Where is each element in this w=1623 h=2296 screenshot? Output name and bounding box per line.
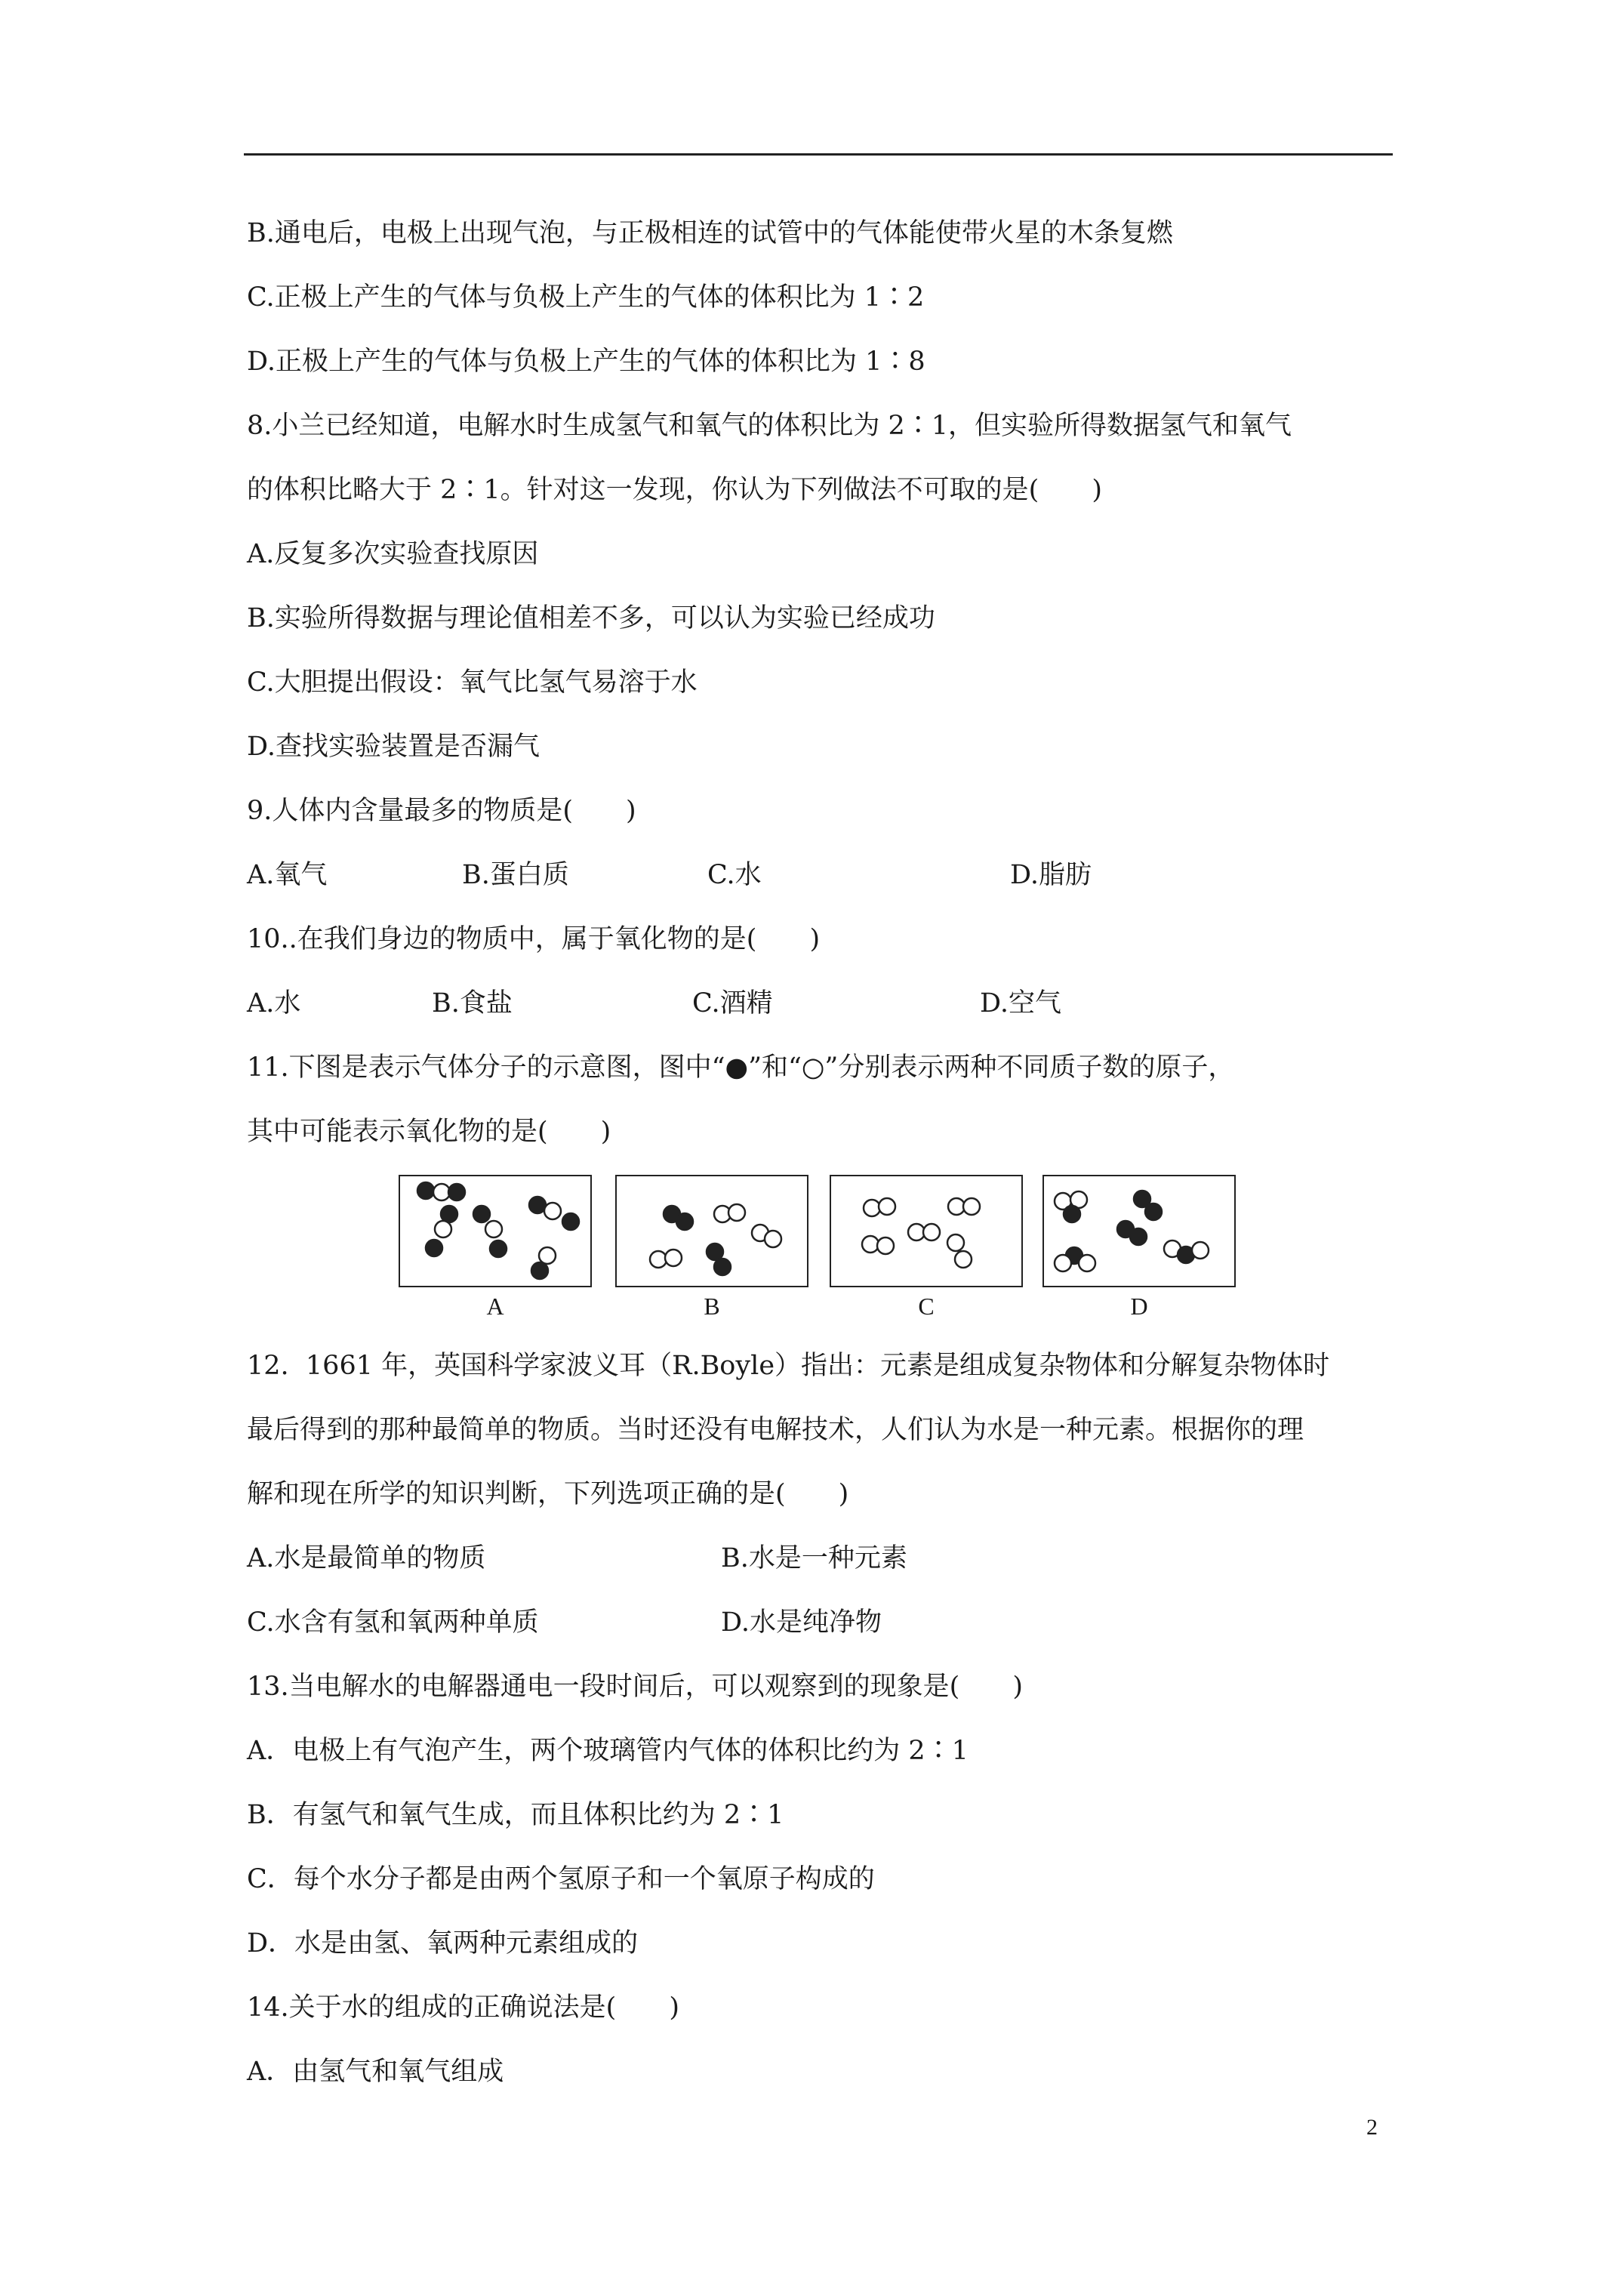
question-14-option-a: A．由氢气和氧气组成 (247, 2057, 504, 2087)
question-12-stem-line1: 12. 1661 年，英国科学家波义耳（R.Boyle）指出：元素是组成复杂物体和分解复杂物体时 (247, 1351, 1330, 1381)
question-9-option-b: B.蛋白质 (462, 860, 569, 890)
question-9-option-c: C.水 (707, 860, 762, 890)
question-8-stem-line2: 的体积比略大于 2∶1。针对这一发现，你认为下列做法不可取的是( ) (247, 475, 1102, 505)
panel-label-b: B (704, 1293, 720, 1320)
question-12-option-c: C.水含有氢和氧两种单质 (247, 1607, 539, 1638)
question-9-option-a: A.氧气 (247, 860, 328, 890)
question-13-option-d: D．水是由氢、氧两种元素组成的 (247, 1928, 639, 1959)
molecule-panel-a (399, 1175, 592, 1287)
question-11-stem-line2: 其中可能表示氧化物的是( ) (247, 1117, 611, 1147)
question-13-option-a: A．电极上有气泡产生，两个玻璃管内气体的体积比约为 2∶1 (247, 1736, 969, 1766)
panel-label-a: A (486, 1293, 504, 1320)
question-8-option-c: C.大胆提出假设：氧气比氢气易溶于水 (247, 667, 698, 698)
question-7-option-c: C.正极上产生的气体与负极上产生的气体的体积比为 1∶2 (247, 282, 925, 313)
question-9-stem: 9.人体内含量最多的物质是( ) (247, 796, 636, 826)
question-13-option-b: B．有氢气和氧气生成，而且体积比约为 2∶1 (247, 1800, 784, 1830)
question-8-option-a: A.反复多次实验查找原因 (247, 539, 539, 569)
question-7-option-b: B.通电后，电极上出现气泡，与正极相连的试管中的气体能使带火星的木条复燃 (247, 218, 1173, 248)
question-8-option-b: B.实验所得数据与理论值相差不多，可以认为实验已经成功 (247, 603, 935, 633)
molecule-panel-c (830, 1175, 1023, 1287)
question-10-stem: 10..在我们身边的物质中，属于氧化物的是( ) (247, 924, 821, 954)
question-10-option-d: D.空气 (980, 988, 1061, 1019)
page-number: 2 (1366, 2115, 1378, 2140)
question-9-option-d: D.脂肪 (1010, 860, 1092, 890)
panel-label-d: D (1130, 1293, 1148, 1320)
question-13-stem: 13.当电解水的电解器通电一段时间后，可以观察到的现象是( ) (247, 1672, 1023, 1702)
question-7-option-d: D.正极上产生的气体与负极上产生的气体的体积比为 1∶8 (247, 347, 925, 377)
question-10-option-a: A.水 (247, 988, 301, 1019)
question-8-stem-line1: 8.小兰已经知道，电解水时生成氢气和氧气的体积比为 2∶1，但实验所得数据氢气和氧气 (247, 411, 1292, 441)
header-rule (244, 153, 1393, 156)
molecule-diagram (399, 1175, 1241, 1326)
question-8-option-d: D.查找实验装置是否漏气 (247, 732, 540, 762)
question-10-option-b: B.食盐 (432, 988, 513, 1019)
molecule-panel-d (1042, 1175, 1236, 1287)
question-12-option-a: A.水是最简单的物质 (247, 1543, 486, 1573)
question-12-stem-line2: 最后得到的那种最简单的物质。当时还没有电解技术，人们认为水是一种元素。根据你的理 (247, 1415, 1304, 1445)
question-11-stem-line1: 11.下图是表示气体分子的示意图，图中“●”和“○”分别表示两种不同质子数的原子， (247, 1052, 1235, 1083)
question-10-option-c: C.酒精 (692, 988, 773, 1019)
panel-label-c: C (918, 1293, 935, 1320)
question-14-stem: 14.关于水的组成的正确说法是( ) (247, 1992, 679, 2023)
question-12-stem-line3: 解和现在所学的知识判断，下列选项正确的是( ) (247, 1479, 849, 1509)
question-12-option-d: D.水是纯净物 (721, 1607, 882, 1638)
molecule-panel-b (615, 1175, 808, 1287)
question-13-option-c: C．每个水分子都是由两个氢原子和一个氧原子构成的 (247, 1864, 875, 1894)
question-12-option-b: B.水是一种元素 (721, 1543, 907, 1573)
